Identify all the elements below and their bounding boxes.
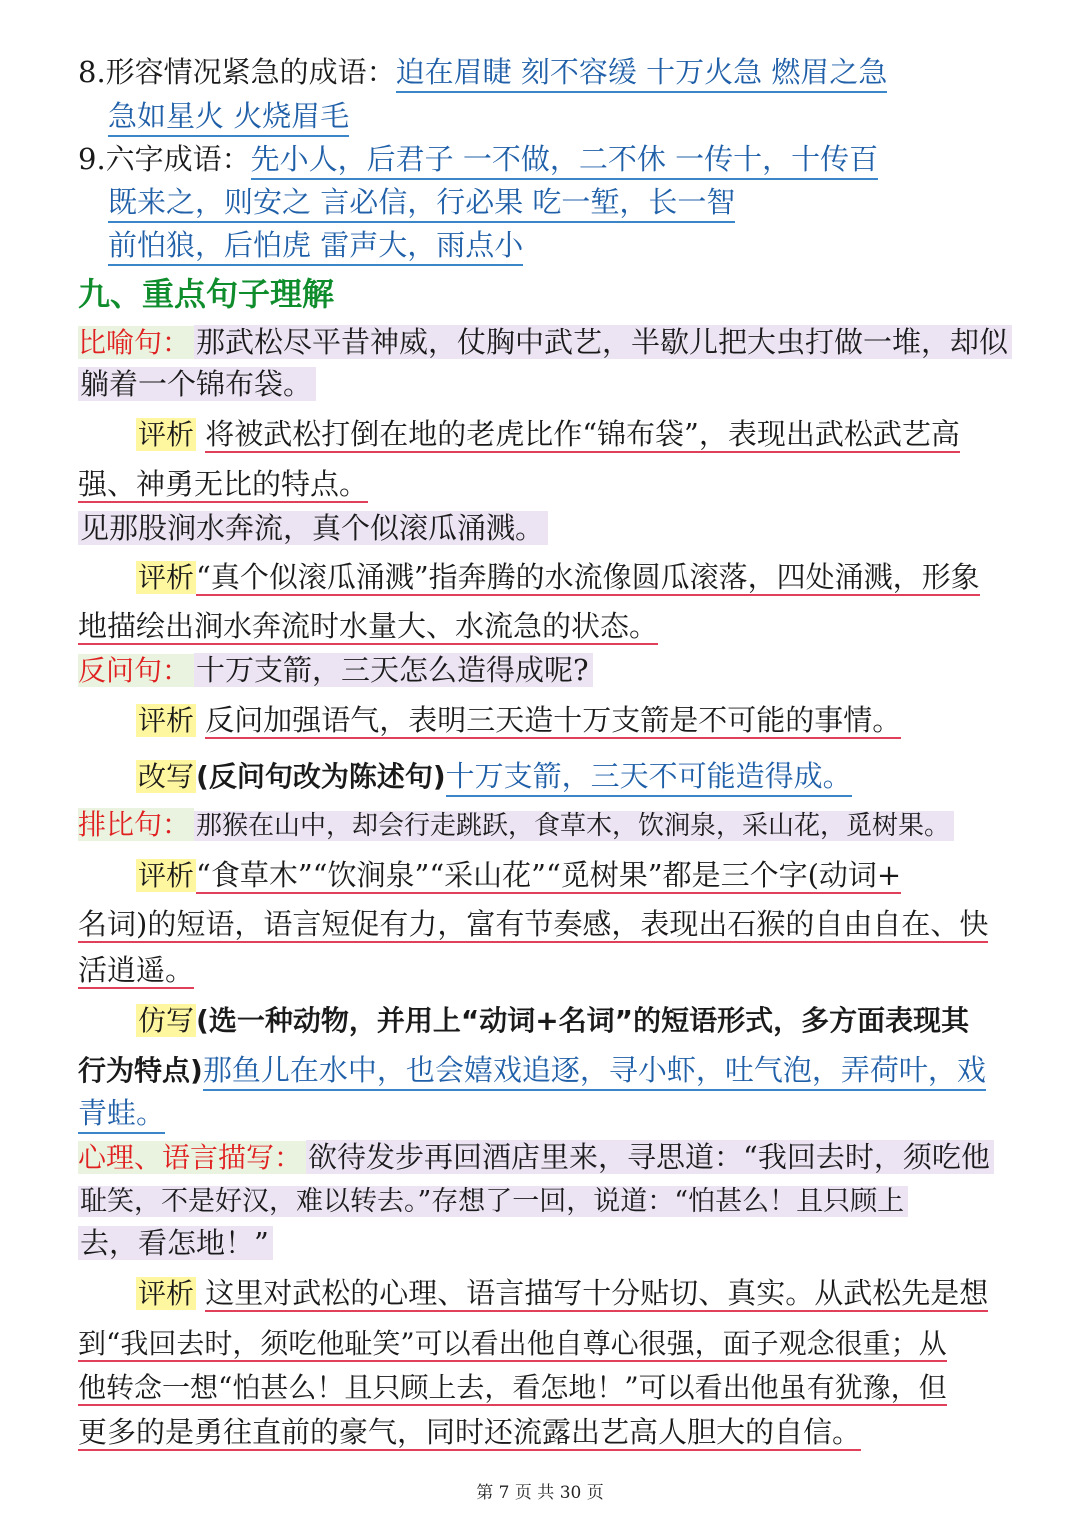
simile-label: 比喻句： bbox=[78, 326, 194, 359]
simile-sentence-cont: 躺着一个锦布袋。 bbox=[78, 367, 316, 401]
simile-sentence-2-line bbox=[78, 508, 548, 548]
analysis-tag: 评析 bbox=[138, 704, 195, 737]
section-heading: 九、重点句子理解 bbox=[78, 275, 335, 313]
idiom-item-8-label: 8.形容情况紧急的成语： bbox=[78, 55, 396, 89]
idiom-item-9-cont1 bbox=[108, 182, 735, 222]
psychology-sentence-line-3 bbox=[78, 1223, 273, 1263]
simile-analysis-2-line bbox=[136, 557, 980, 597]
psychology-analysis: 这里对武松的心理、语言描写十分贴切、真实。从武松先是想 bbox=[205, 1276, 989, 1310]
simile-sentence: 那武松尽平昔神威，仗胸中武艺，半歇儿把大虫打做一堆，却似 bbox=[194, 325, 1012, 359]
parallel-sentence: 那猴在山中，却会行走跳跃，食草木，饮涧泉，采山花，觅树果。 bbox=[194, 811, 954, 841]
parallel-imitate-line-3 bbox=[78, 1093, 165, 1133]
simile-analysis-2-cont: 地描绘出涧水奔流时水量大、水流急的状态。 bbox=[78, 609, 659, 643]
psychology-analysis-line-4 bbox=[78, 1412, 861, 1452]
imitate-instruction-cont: 行为特点) bbox=[78, 1054, 203, 1087]
parallel-analysis-line-3 bbox=[78, 950, 194, 990]
imitate-tag: 仿写 bbox=[138, 1004, 195, 1037]
simile-sentence-2: 见那股涧水奔流，真个似滚瓜涌溅。 bbox=[78, 511, 548, 545]
parallel-analysis: “食草木”“饮涧泉”“采山花”“觅树果”都是三个字(动词+ bbox=[196, 858, 902, 892]
parallel-analysis-line bbox=[136, 855, 901, 895]
analysis-tag: 评析 bbox=[138, 418, 195, 451]
simile-analysis-2: “真个似滚瓜涌溅”指奔腾的水流像圆瓜滚落，四处涌溅，形象 bbox=[196, 560, 980, 594]
idiom-item-9-answer-cont2: 前怕狼，后怕虎 雷声大，雨点小 bbox=[108, 228, 523, 266]
parallel-imitate-line-2 bbox=[78, 1050, 986, 1090]
parallel-sentence-line bbox=[78, 804, 954, 844]
psychology-analysis-cont: 到“我回去时，须吃他耻笑”可以看出他自尊心很强，面子观念很重；从 bbox=[78, 1327, 947, 1360]
page-number: 第 7 页 共 30 页 bbox=[476, 1483, 604, 1503]
analysis-tag: 评析 bbox=[138, 1277, 195, 1310]
simile-analysis: 将被武松打倒在地的老虎比作“锦布袋”，表现出武松武艺高 bbox=[205, 417, 960, 451]
rhetorical-analysis: 反问加强语气，表明三天造十万支箭是不可能的事情。 bbox=[205, 703, 902, 737]
psychology-analysis-line-2 bbox=[78, 1323, 947, 1363]
parallel-analysis-cont-2: 活逍遥。 bbox=[78, 953, 195, 987]
idiom-item-8-cont bbox=[108, 96, 349, 136]
rhetorical-sentence: 十万支箭，三天怎么造得成呢? bbox=[194, 653, 593, 687]
rhetorical-label: 反问句： bbox=[78, 654, 194, 687]
parallel-analysis-line-2 bbox=[78, 904, 988, 944]
rewrite-answer: 十万支箭，三天不可能造得成。 bbox=[446, 759, 852, 797]
parallel-label: 排比句： bbox=[78, 808, 194, 841]
simile-sentence-line bbox=[78, 322, 1012, 362]
simile-analysis-cont: 强、神勇无比的特点。 bbox=[78, 467, 369, 501]
psychology-sentence-line bbox=[78, 1137, 994, 1177]
simile-analysis-line-2 bbox=[78, 464, 368, 504]
imitate-answer: 那鱼儿在水中，也会嬉戏追逐，寻小虾，吐气泡，弄荷叶，戏 bbox=[203, 1053, 986, 1091]
psychology-sentence-cont: 耻笑，不是好汉，难以转去。”存想了一回，说道：“怕甚么！且只顾上 bbox=[78, 1186, 908, 1217]
idiom-item-9-cont2 bbox=[108, 225, 523, 265]
psychology-analysis-line-3 bbox=[78, 1367, 947, 1407]
psychology-sentence-line-2 bbox=[78, 1180, 908, 1220]
idiom-item-9-answer-cont1: 既来之，则安之 言必信，行必果 吃一堑，长一智 bbox=[108, 185, 735, 223]
psychology-analysis-line bbox=[136, 1273, 988, 1313]
rewrite-tag: 改写 bbox=[138, 760, 195, 793]
simile-analysis-line bbox=[136, 414, 960, 454]
psychology-analysis-cont-2: 他转念一想“怕甚么！且只顾上去，看怎地！”可以看出他虽有犹豫，但 bbox=[78, 1371, 947, 1404]
idiom-item-9-label: 9.六字成语： bbox=[78, 142, 251, 176]
analysis-tag: 评析 bbox=[138, 859, 195, 892]
analysis-tag: 评析 bbox=[138, 561, 195, 594]
imitate-instruction: (选一种动物，并用上“动词+名词”的短语形式，多方面表现其 bbox=[196, 1004, 970, 1037]
psychology-label: 心理、语言描写： bbox=[78, 1141, 306, 1174]
imitate-answer-cont: 青蛙。 bbox=[78, 1096, 165, 1134]
psychology-sentence-cont-2: 去，看怎地！” bbox=[78, 1226, 273, 1260]
simile-sentence-line-2 bbox=[78, 364, 316, 404]
rhetorical-rewrite-line bbox=[136, 756, 852, 796]
idiom-item-9-answer: 先小人，后君子 一不做，二不休 一传十，十传百 bbox=[251, 142, 878, 180]
psychology-sentence: 欲待发步再回酒店里来，寻思道：“我回去时，须吃他 bbox=[306, 1140, 994, 1174]
idiom-item-9 bbox=[78, 139, 878, 179]
parallel-imitate-line bbox=[136, 1000, 969, 1040]
rewrite-instruction: (反问句改为陈述句) bbox=[196, 760, 446, 793]
psychology-analysis-cont-3: 更多的是勇往直前的豪气，同时还流露出艺高人胆大的自信。 bbox=[78, 1415, 862, 1449]
rhetorical-sentence-line bbox=[78, 650, 593, 690]
parallel-analysis-cont: 名词)的短语，语言短促有力，富有节奏感，表现出石猴的自由自在、快 bbox=[78, 907, 989, 941]
idiom-item-8-answer: 迫在眉睫 刻不容缓 十万火急 燃眉之急 bbox=[396, 55, 888, 93]
idiom-item-8-answer-cont: 急如星火 火烧眉毛 bbox=[108, 99, 349, 137]
simile-analysis-2-line-2 bbox=[78, 606, 658, 646]
idiom-item-8 bbox=[78, 52, 887, 92]
rhetorical-analysis-line bbox=[136, 700, 901, 740]
